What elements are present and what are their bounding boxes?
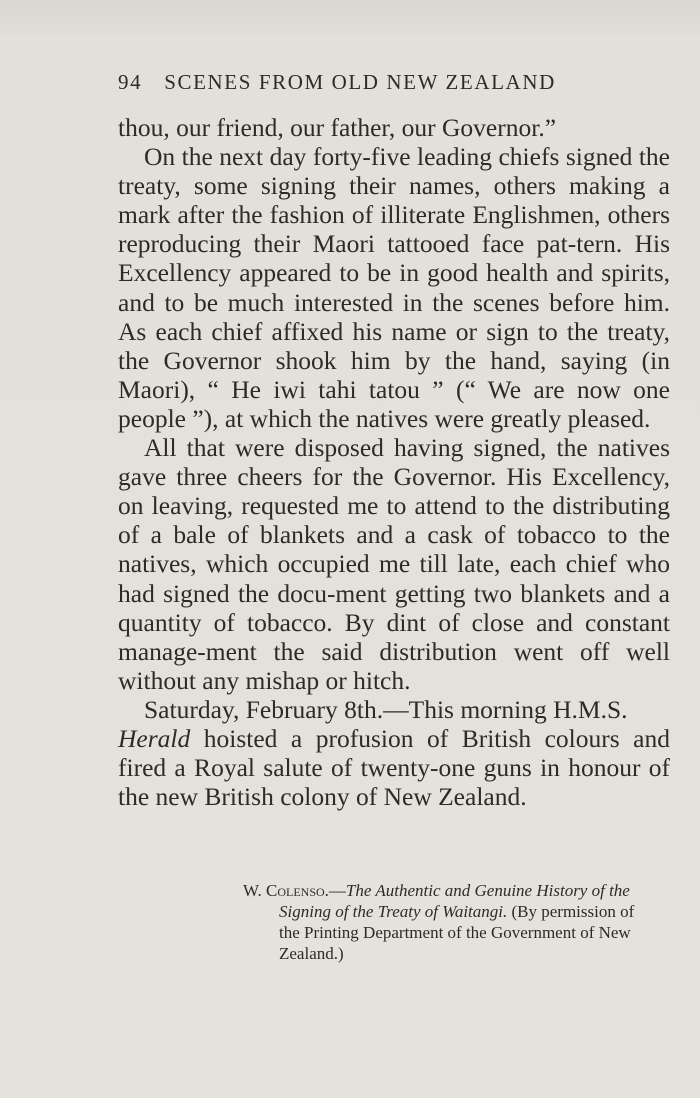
running-header	[118, 70, 618, 95]
body-text	[118, 113, 670, 811]
citation-author: Colenso	[266, 881, 325, 900]
citation-note: (By permission of the Printing Department of the Government of New Zealand.)	[279, 902, 635, 963]
ship-name: Herald	[118, 723, 191, 753]
paragraph-distribution: All that were disposed having signed, the natives gave three cheers for the Governor. His Excellency, on leaving, requested me to attend to the distributing of a bale of blankets and a cask of tobacco to the natives, which occupied me till late, each chief who had signed the docu-ment getting two blankets and a quantity of tobacco. By dint of close and constant manage-ment the said distribution went off well without any mishap or hitch.	[118, 433, 670, 695]
citation-title: The Authentic and Genuine History of the Signing of the Treaty of Waitangi.	[279, 881, 630, 921]
paragraph-saturday	[118, 695, 670, 811]
saturday-text: Saturday, February 8th.—This morning H.M.S.	[144, 694, 628, 724]
source-citation	[243, 880, 653, 964]
paragraph-treaty-signing: On the next day forty-five leading chiefs signed the treaty, some signing their names, others making a mark after the fashion of illiterate Englishmen, others reproducing their Maori tattooed face pat-tern. His Excellency appeared to be in good health and spirits, and to be much interested in the scenes before him. As each chief affixed his name or sign to the treaty, the Governor shook him by the hand, saying (in Maori), “ He iwi tahi tatou ” (“ We are now one people ”), at which the natives were greatly pleased.	[118, 142, 670, 433]
citation-separator: .—	[324, 881, 346, 900]
paragraph-continuation: thou, our friend, our father, our Governor.”	[118, 113, 557, 142]
page-number: 94	[118, 70, 143, 94]
running-title: SCENES FROM OLD NEW ZEALAND	[164, 70, 556, 94]
saturday-continuation: hoisted a profusion of British colours and fired a Royal salute of twenty-one guns in honour of the new British colony of New Zealand.	[118, 723, 670, 812]
citation-initial: W.	[243, 881, 266, 900]
citation-line	[243, 880, 653, 964]
